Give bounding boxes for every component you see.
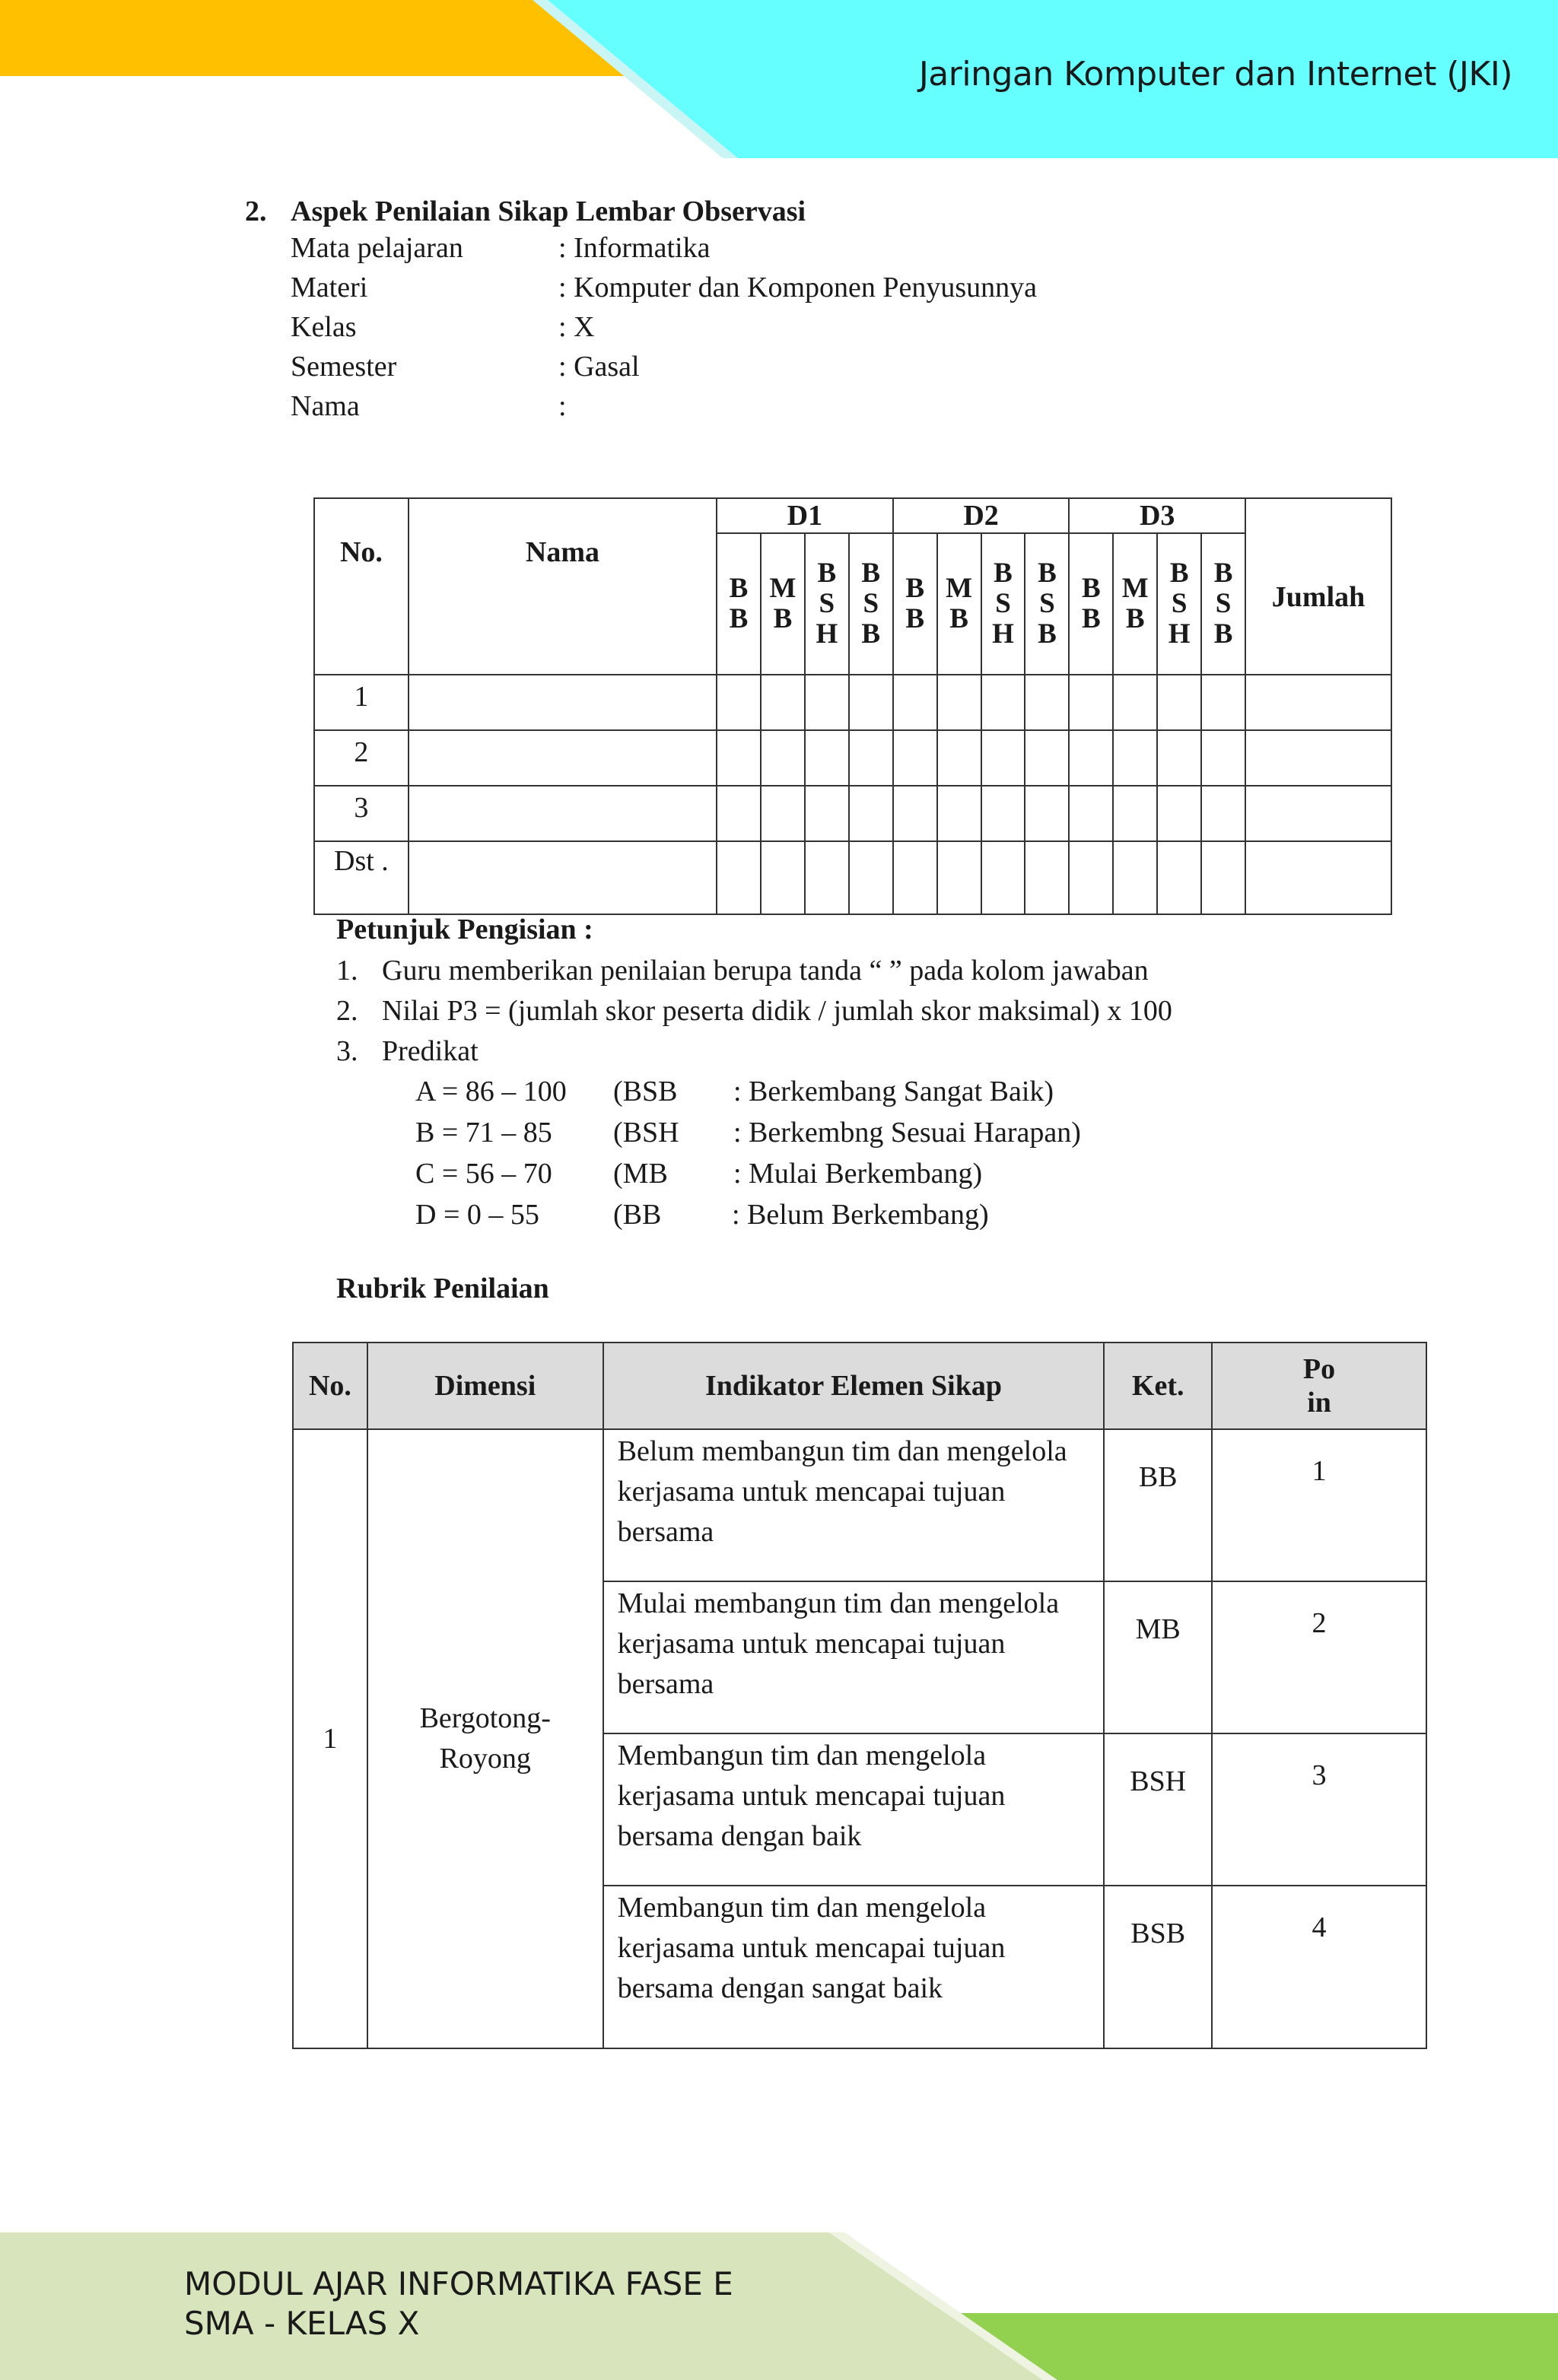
row-number: Dst . xyxy=(314,841,409,914)
sub-col-mb: M B xyxy=(937,533,981,675)
sub-col-bb: B B xyxy=(893,533,937,675)
guide-item: 1. Guru memberikan penilaian berupa tanda “ ” pada kolom jawaban xyxy=(336,955,1149,987)
rubric-title: Rubrik Penilaian xyxy=(336,1273,549,1304)
rubric-col-poin: Po in xyxy=(1212,1343,1426,1429)
field-label: Kelas xyxy=(291,311,357,343)
field-label: Nama xyxy=(291,390,360,422)
group-d3: D3 xyxy=(1069,498,1245,533)
rubric-poin: 2 xyxy=(1212,1581,1426,1733)
footer-banner xyxy=(0,2228,1558,2380)
table-row xyxy=(293,1429,1426,1581)
field-value: : xyxy=(558,390,567,422)
field-value: : X xyxy=(558,311,595,343)
row-number: 1 xyxy=(314,675,409,730)
section-title: Aspek Penilaian Sikap Lembar Observasi xyxy=(291,195,806,227)
info-fields xyxy=(291,231,1280,429)
col-jumlah: Jumlah xyxy=(1245,498,1391,675)
observation-table xyxy=(313,497,1392,915)
guide-item: 2. Nilai P3 = (jumlah skor peserta didik / jumlah skor maksimal) x 100 xyxy=(336,995,1172,1027)
rubric-col-indikator: Indikator Elemen Sikap xyxy=(603,1343,1105,1429)
rubric-poin: 1 xyxy=(1212,1429,1426,1581)
field-label: Materi xyxy=(291,272,368,303)
rubric-col-no: No. xyxy=(293,1343,367,1429)
guide-item: 3. Predikat xyxy=(336,1035,479,1067)
row-number: 2 xyxy=(314,730,409,786)
section-number: 2. xyxy=(245,195,267,227)
predicate-row: D = 0 – 55 (BB : Belum Berkembang) xyxy=(415,1199,989,1231)
info-row xyxy=(291,389,1280,429)
rubric-header-row xyxy=(293,1343,1426,1429)
rubric-indikator: Belum membangun tim dan mengelola kerjasama untuk mencapai tujuan bersama xyxy=(603,1429,1105,1581)
footer-line-2: SMA - KELAS X xyxy=(184,2305,420,2342)
header-orange-band xyxy=(0,0,631,76)
header-title: Jaringan Komputer dan Internet (JKI) xyxy=(918,55,1512,94)
sub-col-bsb: B S B xyxy=(849,533,893,675)
table-row xyxy=(314,675,1391,730)
rubric-ket: BSB xyxy=(1104,1886,1212,2048)
rubric-poin: 3 xyxy=(1212,1733,1426,1886)
rubric-indikator: Mulai membangun tim dan mengelola kerjasama untuk mencapai tujuan bersama xyxy=(603,1581,1105,1733)
rubric-indikator: Membangun tim dan mengelola kerjasama untuk mencapai tujuan bersama dengan baik xyxy=(603,1733,1105,1886)
guide-title: Petunjuk Pengisian : xyxy=(336,914,593,945)
rubric-ket: BB xyxy=(1104,1429,1212,1581)
info-row xyxy=(291,350,1280,389)
guide xyxy=(336,913,1401,1239)
sub-col-mb: M B xyxy=(1113,533,1157,675)
sub-col-bsh: B S H xyxy=(981,533,1025,675)
info-row xyxy=(291,231,1280,271)
sub-col-bsh: B S H xyxy=(1157,533,1201,675)
sub-col-bsb: B S B xyxy=(1201,533,1245,675)
predicate-row: A = 86 – 100 (BSB : Berkembang Sangat Baik) xyxy=(415,1076,1054,1107)
field-label: Mata pelajaran xyxy=(291,232,463,264)
rubric-ket: BSH xyxy=(1104,1733,1212,1886)
group-d2: D2 xyxy=(893,498,1070,533)
field-value: : Informatika xyxy=(558,232,711,264)
footer-line-1: MODUL AJAR INFORMATIKA FASE E xyxy=(184,2265,733,2302)
sub-col-bsb: B S B xyxy=(1025,533,1069,675)
row-number: 3 xyxy=(314,786,409,841)
table-row xyxy=(314,730,1391,786)
table-row xyxy=(314,841,1391,914)
rubric-poin: 4 xyxy=(1212,1886,1426,2048)
rubric-table xyxy=(292,1342,1427,2049)
info-row xyxy=(291,271,1280,310)
info-row xyxy=(291,310,1280,350)
rubric-ket: MB xyxy=(1104,1581,1212,1733)
rubric-col-ket: Ket. xyxy=(1104,1343,1212,1429)
footer-light-band xyxy=(0,2232,1042,2380)
sub-col-bsh: B S H xyxy=(805,533,849,675)
field-label: Semester xyxy=(291,351,397,383)
col-no: No. xyxy=(314,498,409,675)
table-row xyxy=(314,786,1391,841)
rubric-col-dimensi: Dimensi xyxy=(367,1343,603,1429)
table-header-row xyxy=(314,498,1391,533)
rubric-no: 1 xyxy=(293,1429,367,2048)
sub-col-bb: B B xyxy=(1069,533,1113,675)
field-value: : Komputer dan Komponen Penyusunnya xyxy=(558,272,1038,303)
group-d1: D1 xyxy=(717,498,893,533)
col-nama: Nama xyxy=(409,498,717,675)
field-value: : Gasal xyxy=(558,351,640,383)
rubric-dimensi: Bergotong-Royong xyxy=(367,1429,603,2048)
predicate-row: C = 56 – 70 (MB : Mulai Berkembang) xyxy=(415,1158,983,1190)
sub-col-bb: B B xyxy=(717,533,761,675)
predicate-row: B = 71 – 85 (BSH : Berkembng Sesuai Harapan) xyxy=(415,1117,1081,1149)
sub-col-mb: M B xyxy=(761,533,805,675)
rubric-indikator: Membangun tim dan mengelola kerjasama untuk mencapai tujuan bersama dengan sangat baik xyxy=(603,1886,1105,2048)
